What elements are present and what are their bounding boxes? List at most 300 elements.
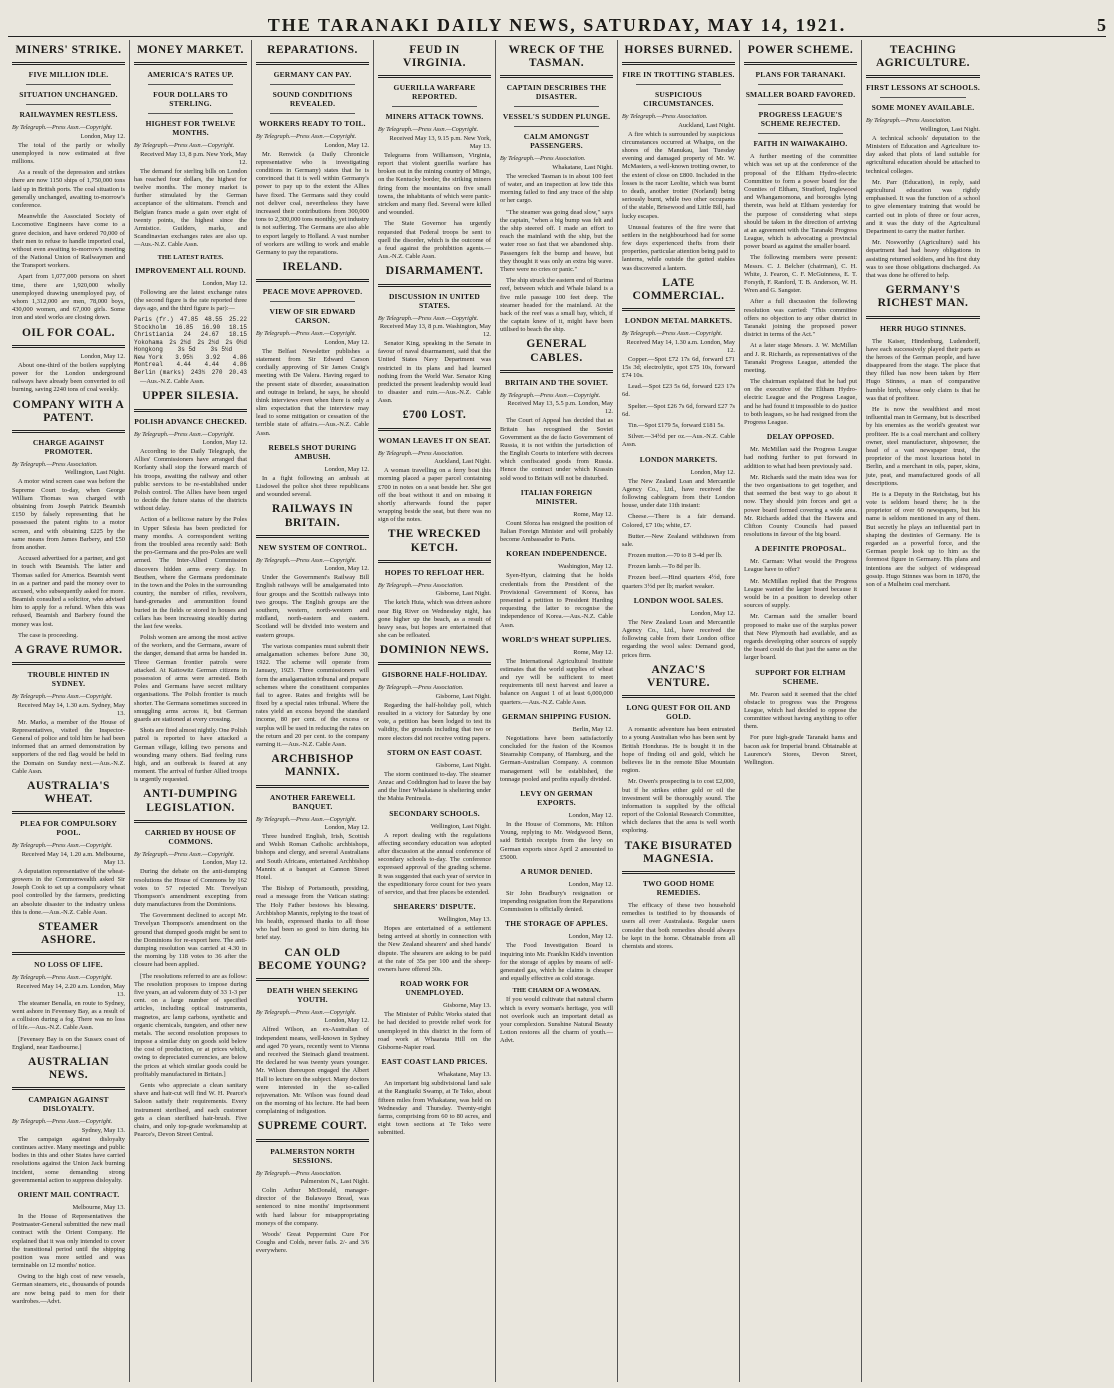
wire-credit: By Telegraph.—Press Association. (866, 117, 952, 125)
article-subheading: LONG QUEST FOR OIL AND GOLD. (626, 703, 731, 722)
article-headline: GENERAL CABLES. (526, 338, 587, 364)
rate-cell: 4.86 (232, 353, 247, 361)
columns-container (8, 40, 1106, 1382)
article (744, 432, 857, 539)
article (500, 867, 613, 915)
article-paragraph: Regarding the half-holiday poll, which resulted in a victory for Saturday by one vote, a petition has been lodged to test its validity, the grounds including that two or more electors did not receive voting papers. (378, 701, 491, 742)
wire-credit: By Telegraph.—Press Assn.—Copyright. (12, 974, 113, 982)
article-paragraph: The Court of Appeal has decided that as Britain has recognised the Soviet Government as the de facto Government of Russia, it is not within the jurisdiction of the English Courts to interfere with decrees which confiscated goods from Russia. Hence the contract under which Krassin sold wood to Britain will not be disturbed. (500, 417, 613, 482)
news-column (130, 40, 252, 1382)
article-paragraph: Cheese.—There is a fair demand. Colored, £7 10s; white, £7. (622, 513, 735, 529)
dateline: Gisborne, Last Night. (435, 761, 491, 769)
article (500, 338, 613, 482)
wire-credit: By Telegraph.—Press Association. (500, 155, 586, 163)
article-paragraph: Under the Government's Railway Bill English railways will be amalgamated into four groups and the Scottish railways into two groups. The English groups are the southern, western, north-western and midland, north-eastern and eastern. Scotland will be divided into western and eastern groups. (256, 574, 369, 639)
article (622, 277, 735, 450)
wire-credit: By Telegraph.—Press Assn.—Copyright. (12, 693, 113, 701)
article-subheading: POLISH ADVANCE CHECKED. (134, 416, 247, 426)
article-subheading: TWO GOOD HOME REMEDIES. (642, 879, 715, 898)
article-subheading: VIEW OF SIR EDWARD CARSON. (269, 307, 356, 326)
dateline: Wellington, May 13. (438, 916, 491, 924)
article (12, 1190, 125, 1306)
article (12, 399, 125, 640)
article-paragraph: Mr. Carman said the smaller board proposed to make use of the surplus power that New Plymouth had available, and as regards developing other sources of supply the board could do that just the same as the larger board. (744, 613, 857, 662)
wire-credit: By Telegraph.—Press Assn.—Copyright. (256, 556, 357, 564)
wire-credit: By Telegraph.—Press Assn.—Copyright. (12, 124, 113, 132)
wire-credit: By Telegraph.—Press Assn.—Copyright. (256, 133, 357, 141)
rate-cell: 18.15 (228, 323, 247, 331)
rate-cell: 24 (183, 331, 191, 339)
subheading-rule (148, 113, 233, 114)
page-number: 5 (1096, 15, 1106, 35)
article-paragraph: Mr. McMillan replied that the Progress League wanted the larger board because it would be in a position to develop other sources of supply. (744, 577, 857, 610)
rate-row (134, 316, 247, 324)
rate-cell: 2s 0½d (225, 338, 247, 346)
article-paragraph: Apart from 1,077,000 persons on short time, there are 1,920,000 wholly unemployed drawing unemployed pay, of whom 1,312,000 are men, 78,000 boys, 430,000 women, and 67,000 girls. Some iron and steel works are closing down. (12, 273, 125, 322)
subheading-rule (514, 106, 599, 107)
headline-rule (12, 430, 125, 433)
article (12, 1056, 125, 1185)
rate-row (134, 324, 247, 332)
headline-rule (378, 284, 491, 287)
wire-credit: By Telegraph.—Press Association. (378, 581, 464, 589)
article (744, 44, 857, 427)
subheading-rule (270, 84, 355, 85)
headline-rule (378, 75, 491, 78)
article-subheading: CARRIED BY HOUSE OF COMMONS. (144, 827, 237, 846)
article-paragraph: [The resolutions referred to are as follow: The resolution proposes to impose during five years, an ad valorem duty of 33 1-3 per cent. on a large number of specified articles, including optical instruments, magnetos, arc lamp carbons, synthetic and organic chemicals, tungsten, and other new metals. The second resolution proposes to impose a similar duty on goods sold below the cost of production, or at prices which, owing to depreciated currencies, are below the prices at which similar goods could be profitably manufactured in Britain.] (134, 972, 247, 1078)
article-paragraph: The chairman explained that he had put on the executive of the Eltham Hydro-electric League and the Progress League, and he had found it impossible to do justice to both leagues, so he had resigned from the Progress League. (744, 378, 857, 427)
dateline: Received May 13, 8 p.m. Washington, May 12. (379, 322, 491, 338)
article-subheading: SOME MONEY AVAILABLE. (871, 103, 975, 113)
article-subheading: PEACE MOVE APPROVED. (262, 287, 363, 297)
article (256, 753, 369, 942)
dateline: Received May 13, 8 p.m. New York, May 12. (140, 150, 247, 166)
dateline: Auckland, Last Night. (678, 121, 735, 129)
article-subheading: EAST COAST LAND PRICES. (381, 1057, 488, 1067)
article-paragraph: The ship struck the eastern end of Rurima reef, between which and Whale Island is a five mile passage 100 feet deep. The steamer headed for the mainland. At the back of the reef was a small bay, which, if the captain knew of it, might have been utilised to beach the ship. (500, 277, 614, 334)
dateline: Wellington, Last Night. (430, 822, 491, 830)
article-paragraph: Senator King, speaking in the Senate in favour of naval disarmament, said that the United States Navy Department was restricted in its plans and had learned nothing from the World War. Senator King predicted the present leadership would lead to disaster and ruin.—Aus.-N.Z. Cable Assn. (378, 339, 491, 405)
article-headline: TEACHING AGRICULTURE. (875, 44, 971, 70)
article-subheading: DISCUSSION IN UNITED STATES. (388, 291, 481, 310)
article-subheading: SUSPICIOUS CIRCUMSTANCES. (643, 90, 714, 109)
article-subheading: CALM AMONGST PASSENGERS. (523, 132, 590, 151)
article-paragraph: The steamer Benalla, en route to Sydney, went ashore in Fevensey Bay, as a result of a collision during a fog. There was no loss of life.—Aus.-N.Z. Cable Assn. (12, 999, 125, 1032)
dateline: London, May 12. (568, 811, 613, 819)
article-subheading: HERR HUGO STINNES. (880, 323, 966, 333)
article-subheading: THE STORAGE OF APPLES. (505, 919, 608, 929)
article (500, 635, 613, 707)
article-paragraph: The total of the partly or wholly unemployed is now estimated at five millions. (12, 141, 125, 166)
rate-cell: 3s 5½d (210, 346, 233, 354)
dateline: Received May 14, 1.20 a.m. Melbourne, May 13. (21, 850, 125, 866)
article-paragraph: Polish women are among the most active of the workers, and the Germans, aware of the danger, demand that arms be handed in. Three German frontier patrols were attacked. At Kattowitz German citizens in possession of arms were arrested. Both Poles and Germans have secret military organisations. The Polish frontier is much shorter. The Germans sometimes succeed in smuggling arms across it, but German guards are stationed at every crossing. (134, 634, 247, 723)
rate-cell: 24.67 (200, 331, 219, 339)
article-paragraph: The Government declined to accept Mr. Trevelyan Thompson's amendment on the ground that dumped goods might be sent to the Dominions for re-export here. The anti-dumping resolution was carried at 4.30 in the morning by 118 votes to 36 after the closure had been applied. (134, 912, 247, 969)
dateline: London, May 12. (690, 468, 735, 476)
article-paragraph: He is now the wealthiest and most influential man in Germany, but is described by his enemies as the world's greatest war profiteer. He is a coal merchant and colliery owner, steel manufacturer, shipowner, the head of a vast newspaper trust, the proprietor of the most luxurious hotel in Berlin, and a merchant in oils, paper, skins, jute, peat, and manufactured goods of all descriptions. (866, 406, 980, 487)
article-headline: A GRAVE RUMOR. (14, 644, 123, 656)
rate-cell: 48.55 (204, 316, 223, 324)
headline-rule (12, 62, 125, 65)
article-paragraph: The campaign against disloyalty continues active. Many meetings and public bodies in this and other States have carried resolutions against the Union Jack burning incident, some demanding strong governmental action to suppress disloyalty. (12, 1135, 125, 1184)
masthead (8, 8, 1106, 37)
article-paragraph: During the debate on the anti-dumping resolutions the House of Commons by 162 votes to 57 rejected Mr. Trevelyan Thompson's amendment excepting from duty manufactures from the Dominions. (134, 868, 247, 909)
article-paragraph: The Food Investigation Board is inquiring into Mr. Franklin Kidd's invention for the storage of apples by means of self-generated gas, which he claims is cheaper and equally effective as cold storage. (500, 942, 613, 983)
subheading-rule (636, 84, 721, 85)
headline-rule (378, 662, 491, 665)
article (378, 1057, 491, 1137)
dateline: London, May 12. (324, 824, 369, 832)
article-paragraph: An important big subdivisional land sale at the Rangitaiki Swamp, at Te Teko, about fifteen miles from Whakatane, was held on Wednesday and Thursday. Twenty-eight farms, comprising from 60 to 80 acres, and eight town sections at Te Teko were submitted. (378, 1080, 491, 1137)
article (12, 644, 125, 776)
article-subheading: PLANS FOR TARANAKI. (755, 70, 846, 80)
headline-rule (622, 62, 735, 65)
article-subheading: NEW SYSTEM OF CONTROL. (258, 542, 367, 552)
headline-rule (12, 1087, 125, 1090)
article-headline: GERMANY'S RICHEST MAN. (877, 284, 969, 310)
subheading-rule (148, 84, 233, 85)
article-subheading: FIRE IN TROTTING STABLES. (622, 70, 735, 80)
dateline: Gisborne, May 13. (443, 1002, 491, 1010)
article-headline: CAN OLD BECOME YOUNG? (258, 946, 367, 972)
rate-row (134, 339, 247, 347)
dateline: Wellington, Last Night. (919, 125, 980, 133)
article-paragraph: Copper.—Spot £72 17s 6d, forward £71 15s 3d; electrolytic, spot £75 10s, forward £74 10s. (622, 355, 735, 380)
rate-cell: 18.15 (228, 331, 247, 339)
article-subheading: FIRST LESSONS AT SCHOOLS. (866, 83, 980, 93)
wire-credit: By Telegraph.—Press Assn.—Copyright. (256, 330, 357, 338)
article-subheading: GISBORNE HALF-HOLIDAY. (381, 670, 488, 680)
article-headline: ANTI-DUMPING LEGISLATION. (143, 788, 238, 814)
article-paragraph: Spelter.—Spot £26 7s 6d, forward £27 7s 6d. (622, 402, 735, 418)
dateline: Whakatane, Last Night. (552, 163, 613, 171)
rate-row (134, 354, 247, 362)
article-paragraph: For pure high-grade Taranaki hams and bacon ask for Imperial brand. Obtainable at Laurence's Stores, Devon Street, Wellington. (744, 734, 857, 767)
article (500, 488, 613, 545)
article (622, 840, 735, 952)
article-headline: OIL FOR COAL. (21, 326, 116, 339)
dateline: London, May 12. (324, 565, 369, 573)
article-subheading: FOUR DOLLARS TO STERLING. (153, 90, 228, 109)
article-subheading: BRITAIN AND THE SOVIET. (505, 377, 608, 387)
article-paragraph: Mr. Richards said the main idea was for the two organisations to get together, and that seemed the best way to go about it now. They should join forces and get a power board formed covering a wide area. Mr. Richards added that the Hawera and Clifton County Councils had passed resolutions in favour of the big board. (744, 473, 857, 539)
article-subheading: CHARGE AGAINST PROMOTER. (32, 438, 105, 456)
headline-rule (744, 62, 857, 65)
article-paragraph: The ketch Huia, which was driven ashore near Big River on Wednesday night, has gone higher up the beach, as a result of heavy seas, but hopes are entertained that she can be refloated. (378, 599, 491, 640)
wire-credit: By Telegraph.—Press Assn.—Copyright. (12, 1118, 113, 1126)
article-subheading: HOPES TO REFLOAT HER. (384, 567, 485, 577)
wire-credit: By Telegraph.—Press Association. (12, 461, 98, 468)
article (134, 254, 247, 387)
article (500, 44, 613, 334)
dateline: London, May 12. (690, 609, 735, 617)
article-subheading: RAILWAYMEN RESTLESS. (19, 110, 118, 120)
article (622, 596, 735, 660)
article-subheading: PROGRESS LEAGUE'S SCHEME REJECTED. (758, 110, 843, 129)
article-paragraph: As a result of the depression and strikes there are now 1150 ships of 1,750,000 tons laid up in British ports. The coal situation is generally unchanged, awaiting to-morrow's conference. (12, 169, 125, 209)
dateline: London, May 12. (202, 279, 247, 287)
rate-cell: 4.86 (232, 361, 247, 369)
headline-rule (866, 75, 980, 78)
wire-credit: By Telegraph.—Press Assn.—Copyright. (256, 815, 357, 823)
wire-credit: By Telegraph.—Press Assn.—Copyright. (500, 391, 601, 399)
article-paragraph: A fire which is surrounded by suspicious circumstances occurred at Whaipu, on the shores of the Manukau, last Tuesday evening and damaged property of Mr. W. McMasters, a well-known trotting owner, to the extent of close on £800. Included in the losses is the racer Leolite, which was burnt to death, another trotter (Norland) being seriously burnt, while two other occupants of the stable, Brisewood and Little Bill, had lucky escapes. (622, 130, 735, 220)
news-column (740, 40, 862, 1382)
article-subheading: FAITH IN WAIWAKAIHO. (753, 139, 848, 149)
dateline: London, May 12. (202, 438, 247, 446)
article-paragraph: At a later stage Messrs. J. W. McMillan and J. R. Richards, as representatives of the Taranaki Progress League, attended the meeting. (744, 342, 857, 374)
article-subheading: LONDON MARKETS. (639, 454, 718, 464)
article-subheading: CAMPAIGN AGAINST DISLOYALTY. (28, 1095, 109, 1114)
rate-cell: Hongkong (134, 346, 163, 354)
article-paragraph: Mr. Carman: What would the Progress League have to offer? (744, 558, 857, 574)
headline-rule (256, 785, 369, 788)
article (12, 780, 125, 917)
wire-credit: By Telegraph.—Press Assn.—Copyright. (134, 430, 235, 438)
article (12, 921, 125, 1052)
newspaper-title: THE TARANAKI DAILY NEWS, SATURDAY, MAY 14, 1921. (267, 15, 847, 35)
article-paragraph: Following are the latest exchange rates (the second figure is the rate reported three days ago, and the third figure is par):— (134, 288, 247, 312)
exchange-rates-table (134, 316, 247, 376)
article-paragraph: The wrecked Tasman is in about 100 feet of water, and an inspection at low tide this morning failed to find any trace of the ship or her cargo. (500, 172, 613, 205)
subheading-rule (514, 126, 599, 127)
article (866, 44, 980, 280)
article-paragraph: Shots are fired almost nightly. One Polish patrol is reported to have attacked a German village, killing two persons and wounding many others. Bad feeling runs high, and an outbreak is feared at any moment. The arrival of further Allied troops is urgently requested. (134, 727, 247, 784)
dateline: Received May 13, 9.15 p.m. New York, May 13. (389, 134, 491, 150)
article (256, 443, 369, 500)
article (866, 284, 980, 589)
headline-rule (256, 279, 369, 282)
dateline: London, May 12. (568, 933, 613, 941)
article-paragraph: Mr. McMillan said the Progress League had nothing further to put forward in addition to what had been previously said. (744, 446, 857, 470)
article-caption: THE CHARM OF A WOMAN. (512, 987, 601, 995)
article-subheading: DELAY OPPOSED. (766, 432, 835, 442)
article-paragraph: The following members were present: Messrs. C. J. Belcher (chairman), C. H. White, J. Fearon, C. F. McGuinness, E. T. Forsyth, F. Ranford, T. B. Anderson, W. H. Wren and G. Sangster. (744, 254, 857, 295)
dateline: Sydney, May 13. (81, 1126, 125, 1134)
dateline: London, May 12. (324, 141, 369, 149)
article-headline: WRECK OF THE TASMAN. (508, 44, 605, 70)
article-paragraph: Negotiations have been satisfactorily concluded for the fusion of the Kosmos Steamship Company, of Hamburg, and the German-Australian Company. A common management will be established, the tonnage pooled and profits equally divided. (500, 734, 613, 783)
rate-cell: Berlin (marks) (134, 368, 185, 376)
article (500, 987, 613, 1045)
headline-rule (134, 409, 247, 412)
headline-rule (134, 820, 247, 823)
article-subheading: SUPPORT FOR ELTHAM SCHEME. (755, 667, 846, 686)
article-subheading: GERMANY CAN PAY. (273, 70, 352, 80)
wire-credit: By Telegraph.—Press Association. (256, 1169, 342, 1177)
article-paragraph: "The steamer was going dead slow," says the captain, "when a big bump was felt and the ship steered off. I made an effort to reach the mainland with the ship, but the water rose so fast that we abandoned ship. Passengers felt the bump and heave, but they thought it was only an extra big wave. There were no cries or panic." (500, 208, 613, 273)
article-headline: MINERS' STRIKE. (15, 44, 122, 56)
article (378, 528, 491, 640)
news-column (374, 40, 496, 1382)
article-paragraph: Colin Arthur McDonald, manager-director of the Bulawayo Bread, was sentenced to nine months' imprisonment with hard labour for misappropriating moneys of the company. (256, 1187, 369, 1227)
dateline: Whakatane, May 13. (437, 1071, 491, 1079)
article-paragraph: Three hundred English, Irish, Scottish and Welsh Roman Catholic archbishops, bishops and clergy, and several Australians and South Africans, entertained Archbishop Mannix at a banquet at Cannon Street Hotel. (256, 833, 369, 881)
article-paragraph: Alfred Wilson, an ex-Australian of independent means, well-known in Sydney and aged 70 years, recently went to Vienna and received the Steinach gland treatment. He declared he was twenty years younger. Mr. Wilson thereupon engaged the Albert Hall to lecture on the subject. Many doctors were interested in the so-called rejuvenation. Mr. Wilson was found dead on the morning of his lecture. He had been complaining of indigestion. (256, 1026, 369, 1116)
article-headline: ARCHBISHOP MANNIX. (271, 753, 354, 779)
article-headline: DISARMAMENT. (385, 265, 484, 278)
article-paragraph: Mr. Marks, a member of the House of Representatives, visited the Inspector-General of police and told him he had been informed that an armed demonstration by supporters of the red flag would be held in the Domain on Sunday next.—Aus.-N.Z. Cable Assn. (12, 718, 125, 775)
dateline: London, May 12. (324, 338, 369, 346)
rate-cell: 243½ (190, 368, 206, 376)
article-headline: MONEY MARKET. (137, 44, 244, 56)
article-paragraph: In the House of Representatives the Postmaster-General submitted the new mail contract with the Orient Company. He explained that it was only intended to cover the transitional period until the shipping position was more settled and was terminable on 12 months' notice. (12, 1212, 125, 1270)
headline-rule (866, 316, 980, 319)
article-paragraph: The efficacy of these two household remedies is testified to by thousands of users all over Australasia. Regular users consider that both remedies should always be kept in the home. Obtainable from all chemists and stores. (622, 902, 735, 951)
article-subheading: ROAD WORK FOR UNEMPLOYED. (400, 979, 469, 998)
dateline: Auckland, Last Night. (434, 458, 491, 466)
article (134, 44, 247, 250)
article-paragraph: A motor wind screen case was before the Supreme Court to-day, when George William Thomas was charged with obtaining from Joseph Patrick Beamish £150 by falsely representing that he possessed the patent rights to a motor screen, and with obtaining £225 by the same means from James Barbery, and £50 from another. (12, 478, 125, 551)
headline-rule (12, 952, 125, 955)
article-paragraph: Owing to the high cost of new vessels, German steamers, etc., thousands of pounds are now being paid to men for their wardrobes.—Advt. (12, 1273, 125, 1305)
article (622, 664, 735, 836)
article-headline: ANZAC'S VENTURE. (646, 663, 711, 689)
article (500, 789, 613, 862)
dateline: Gisborne, Last Night. (435, 692, 491, 700)
headline-rule (500, 75, 613, 78)
article (744, 544, 857, 662)
rate-cell: 4.44 (176, 361, 191, 369)
wire-credit: By Telegraph.—Press Assn.—Copyright. (12, 842, 113, 850)
article-paragraph: A report dealing with the regulations affecting secondary education was adopted after discussion at the annual conference of secondary schools to-day. The conference expressed approval of the grading scheme. It was suggested that each year of service in the expeditionary force count for two years of service, and that free places be extended. (378, 831, 491, 896)
dateline: Rome, May 12. (573, 648, 613, 656)
article-subheading: LONDON METAL MARKETS. (624, 316, 733, 326)
article-subheading: A RUMOR DENIED. (520, 866, 593, 876)
article-headline: LATE COMMERCIAL. (632, 276, 725, 303)
article-paragraph: The case is proceeding. (18, 631, 78, 639)
news-column (8, 40, 130, 1382)
article-subheading: MINERS ATTACK TOWNS. (385, 112, 484, 122)
rate-cell: 3.92 (205, 353, 221, 361)
headline-rule (256, 1139, 369, 1142)
article-paragraph: Tin.—Spot £179 5s, forward £181 5s. (628, 422, 725, 430)
news-column (862, 40, 984, 1382)
article-subheading: ORIENT MAIL CONTRACT. (17, 1189, 120, 1199)
article-headline: POWER SCHEME. (747, 44, 854, 56)
article-paragraph: Lead.—Spot £23 5s 6d, forward £23 17s 6d. (622, 383, 735, 399)
article-subheading: ITALIAN FOREIGN MINISTER. (520, 487, 593, 506)
article-headline: £700 LOST. (402, 409, 467, 422)
dateline: Washington, May 12. (558, 563, 613, 571)
subheading-rule (26, 84, 111, 85)
headline-rule (500, 370, 613, 373)
article-subheading: SECONDARY SCHOOLS. (389, 808, 480, 818)
article (378, 644, 491, 743)
article-paragraph: Hopes are entertained of a settlement being arrived at shortly in connection with the New Zealand shearers' and shed hands' dispute. The shearers are asking to be paid at the rate of 35s per 100 and the sheep-owners have offered 30s. (378, 925, 491, 974)
dateline: Gisborne, Last Night. (435, 590, 491, 598)
subheading-rule (392, 106, 477, 107)
article-headline: AUSTRALIAN NEWS. (27, 1055, 110, 1082)
wire-credit: By Telegraph.—Press Association. (378, 449, 464, 457)
article (500, 919, 613, 983)
news-column (496, 40, 618, 1382)
article-paragraph: He is a Deputy in the Reichstag, but his vote is seldom heard there; he is the proprietor of over 60 newspapers, but his name is seldom mentioned in any of them. But secretly he plays an influential part in shaping the destinies of Germany. He is regarded as a powerful force, and the German people look up to him as the foremost figure in Germany. His plans and intentions are the subject of widespread gossip. Hugo Stinnes was born in 1870, the son of a Mulheim coal merchant. (866, 490, 980, 588)
rate-cell: Christiania (134, 331, 174, 339)
article (500, 549, 613, 629)
article-paragraph: Mr. Nosworthy (Agriculture) said his department had had heavy obligations in assisting returned soldiers, and his first duty was to see those obligations discharged. As that was done he offered to help. (866, 239, 980, 279)
article-paragraph: The State Governor has urgently requested that Federal troops be sent to quell the disorder, which is the outcome of a feud against the prohibition agents.—Aus.-N.Z. Cable Assn. (378, 220, 491, 261)
dateline: London, May 12. (568, 880, 613, 888)
headline-rule (256, 535, 369, 538)
article (622, 455, 735, 591)
article-paragraph: After a full discussion the following resolution was carried: "This committee offers no objection to any other district in Taranaki joining the proposed power district in terms of the Act." (744, 298, 857, 339)
article-paragraph: The New Zealand Loan and Mercantile Agency Co., Ltd., have received the following cable from their London office regarding the wool sales: Demand good, prices firm. (622, 618, 735, 659)
dateline: Palmerston N., Last Night. (300, 1178, 369, 1186)
rate-cell: Yokohama (134, 338, 163, 346)
article-paragraph: If you would cultivate that natural charm which is every woman's heritage, you will not overlook such an important detail as your complexion. Sunshine Natural Beauty Lotion restores all the charm of youth.—Advt. (500, 996, 613, 1045)
article-paragraph: Action of a bellicose nature by the Poles in Upper Silesia has been predicted for many months. A correspondent writing from the troubled area recently said: Both the pro-Germans and the pro-Poles are well armed. The Inter-Allied Commission discovers hidden arms every day. In Beuthen, where the Germans predominate in the town and the Poles in the surrounding country, the number of rifles, revolvers, hand-grenades and ammunition found buried in the fields or stored in houses and cellars has been increasing steadily during the last few weeks. (134, 516, 247, 630)
article (622, 44, 735, 273)
article-paragraph: Frozen mutton.—70 to 8 3-4d per lb. (628, 552, 723, 560)
article-paragraph: Mr. Renwick (a Daily Chronicle representative who is investigating conditions in Germany) states that he is convinced that it is well within Germany's power to pay up to the extent the Allies have fixed. The Germans said they could not deliver coal, nevertheless they have increased their contributions from 300,000 tons to 2,300,000 tons monthly, yet industry is not suffering. The Germans are also able to export largely to Holland. A vast number of workers are willing to work and enable Germany to pay the reparations. (256, 150, 369, 256)
rate-row (134, 361, 247, 369)
article (378, 979, 491, 1052)
article-paragraph: The International Agricultural Institute estimates that the world supplies of wheat and rye will be sufficient to meet requirements till next harvest and leave a balance on August 1 of at least 6,000,000 quarters.—Aus.-N.Z. Cable Assn. (500, 657, 613, 706)
article (378, 748, 491, 804)
headline-rule (12, 662, 125, 665)
subheading-rule (26, 104, 111, 105)
article-paragraph: The various companies must submit their amalgamation schemes before June 30, 1922. The scheme will operate from January, 1923. Three commissioners will form the amalgamation tribunal and prepare schemes where the constituent companies fail to agree. Rates and freights will be fixed by a special rates tribunal. Where the rates yield an excess beyond the standard income, 80 per cent. of the excess or surplus will be used in reducing the rates on the return and 20 per cent. to the company earning it.—Aus.-N.Z. Cable Assn. (256, 642, 369, 748)
article (134, 390, 247, 784)
subheading-rule (758, 84, 843, 85)
wire-credit: By Telegraph.—Press Association. (378, 684, 464, 692)
article-subheading: LEVY ON GERMAN EXPORTS. (520, 788, 593, 807)
article-subheading: WOMAN LEAVES IT ON SEAT. (378, 435, 491, 445)
dateline: London, May 12. (80, 132, 125, 140)
dateline: Received May 13, 5.5 p.m. London, May 12. (507, 400, 613, 416)
article-paragraph: The demand for sterling bills on London has reached four dollars, the highest for twelve months. The money market is further stimulated by the German acceptance of the ultimatum. French and Belgian francs made a gain over eight of twenty points, the highest since the Armistice. Guilders, marks, and Scandinavian exchanges rates are also up.—Aus.-N.Z. Cable Assn. (134, 167, 247, 249)
subheading-rule (270, 113, 355, 114)
article-paragraph: According to the Daily Telegraph, the Allies' Commissioners have arranged that Korfanty shall stop the forward march of his troops, awaiting the railway and other public services to be re-established under Polish control. The Allies have been urged to decide the future status of the districts without delay. (134, 447, 247, 513)
article (12, 327, 125, 395)
article-subheading: NO LOSS OF LIFE. (34, 960, 103, 970)
article-subheading: GUERILLA WARFARE REPORTED. (393, 83, 476, 102)
dateline: Berlin, May 12. (572, 725, 613, 733)
rate-cell: 16.90 (202, 323, 221, 331)
rate-cell: 3s 5d (177, 346, 196, 354)
dateline: London, May 12. (324, 465, 369, 473)
article-paragraph: Frozen beef.—Hind quarters 4½d, fore quarters 3½d per lb; market weaker. (622, 574, 735, 590)
article-paragraph: Syen-Hyun, claiming that he holds credentials from the President of the Provisional Government of Korea, has presented a petition to President Harding requesting the latter to recognise the independence of Korea.—Aus.-N.Z. Cable Assn. (500, 572, 613, 629)
subheading-rule (270, 301, 355, 302)
article-paragraph: Frozen lamb.—To 8d per lb. (628, 563, 701, 571)
article-paragraph: Mr. Fearon said it seemed that the chief obstacle to progress was the Progress League, which had decided to oppose the committee without having anything to offer them. (744, 690, 857, 731)
article-paragraph: The New Zealand Loan and Mercantile Agency Co., Ltd., have received the following cablegram from their London house, under date 11th instant: (622, 477, 735, 510)
article-headline: REPARATIONS. (267, 44, 358, 56)
headline-rule (12, 345, 125, 348)
dateline: London, May 12. (324, 1017, 369, 1025)
article-paragraph: Meanwhile the Associated Society of Locomotive Engineers have come to a grave decision, and have ordered 70,000 of their men to refuse to handle imported coal, without even awaiting to-morrow's meeting of the National Union of Railwaymen and the Transport workers. (12, 213, 125, 270)
article (256, 947, 369, 1117)
article-subheading: TROUBLE HINTED IN SYDNEY. (27, 670, 110, 689)
dateline: London, May 12. (80, 352, 125, 360)
article (256, 1120, 369, 1255)
rate-cell: 3.95½ (175, 353, 194, 361)
article (256, 503, 369, 749)
article-subheading: WORKERS READY TO TOIL. (259, 119, 366, 129)
article-subheading: STORM ON EAST COAST. (387, 747, 482, 757)
article-headline: SUPREME COURT. (257, 1120, 368, 1133)
dateline: Melbourne, May 13. (72, 1203, 125, 1211)
dateline: Received May 14, 1.30 a.m. Sydney, May 13. (17, 701, 125, 717)
rate-row (134, 346, 247, 354)
dateline: Received May 14, 2.20 a.m. London, May 13. (16, 982, 125, 998)
wire-credit: By Telegraph.—Press Assn.—Copyright. (256, 1008, 357, 1016)
news-column (252, 40, 374, 1382)
